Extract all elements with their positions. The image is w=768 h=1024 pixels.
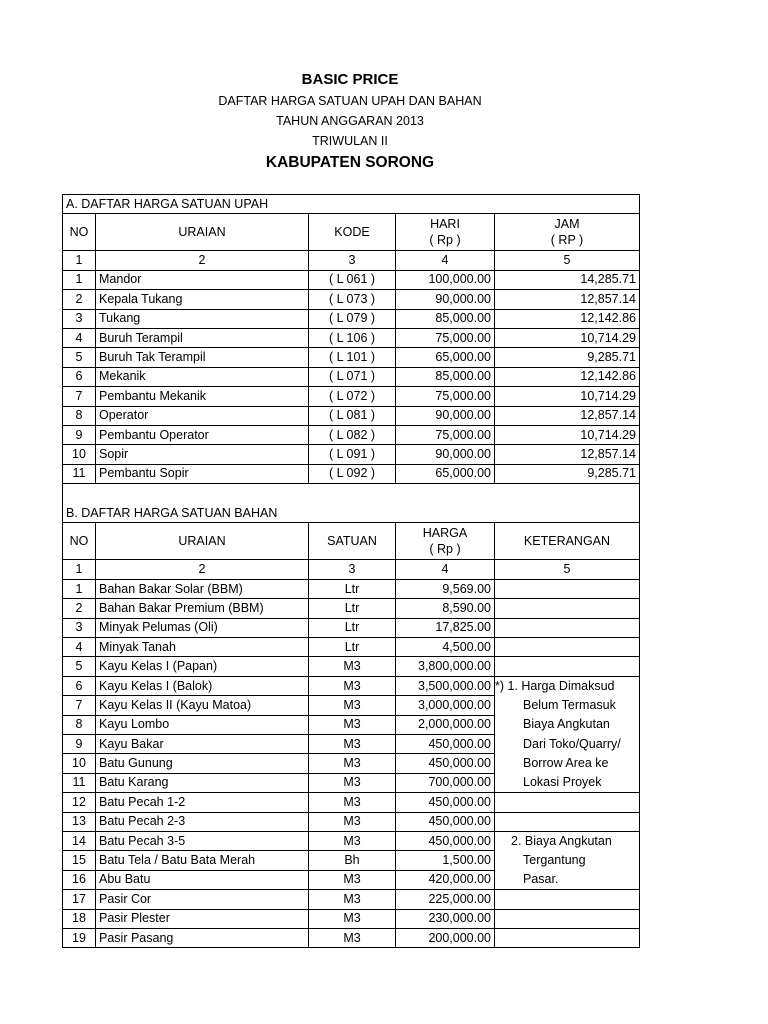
section-a [63, 195, 640, 271]
row-no: 10 [63, 754, 96, 773]
row-no: 2 [63, 599, 96, 618]
row-uraian: Kayu Bakar [96, 734, 309, 753]
row-no: 6 [63, 676, 96, 695]
row-satuan: M3 [309, 754, 396, 773]
table-row [63, 657, 640, 676]
table-row [63, 909, 640, 928]
row-kode: ( L 073 ) [309, 290, 396, 309]
row-no: 7 [63, 387, 96, 406]
row-no: 8 [63, 406, 96, 425]
row-uraian: Mandor [96, 270, 309, 289]
row-jam: 12,857.14 [495, 406, 640, 425]
table-row [63, 773, 640, 792]
table-row [63, 890, 640, 909]
row-uraian: Pembantu Operator [96, 425, 309, 444]
row-no: 7 [63, 696, 96, 715]
section-b-header-row [63, 523, 640, 560]
row-jam: 10,714.29 [495, 328, 640, 347]
quarter: TRIWULAN II [312, 134, 388, 148]
table-row [63, 270, 640, 289]
row-keterangan: Pasar. [495, 870, 640, 889]
table-row [63, 290, 640, 309]
row-kode: ( L 092 ) [309, 464, 396, 483]
table-row [63, 851, 640, 870]
row-no: 15 [63, 851, 96, 870]
colnum: 1 [63, 560, 96, 579]
table-row [63, 812, 640, 831]
row-uraian: Kayu Kelas II (Kayu Matoa) [96, 696, 309, 715]
row-uraian: Mekanik [96, 367, 309, 386]
row-jam: 12,857.14 [495, 290, 640, 309]
row-harga: 450,000.00 [396, 754, 495, 773]
row-uraian: Bahan Bakar Premium (BBM) [96, 599, 309, 618]
row-jam: 10,714.29 [495, 387, 640, 406]
row-hari: 90,000.00 [396, 290, 495, 309]
row-hari: 75,000.00 [396, 328, 495, 347]
header-harga-unit: ( Rp ) [429, 542, 461, 557]
row-kode: ( L 101 ) [309, 348, 396, 367]
row-uraian: Kayu Lombo [96, 715, 309, 734]
header-uraian: URAIAN [96, 523, 309, 560]
header-hari [396, 214, 495, 251]
table-row [63, 309, 640, 328]
table-row [63, 831, 640, 850]
row-no: 2 [63, 290, 96, 309]
row-uraian: Batu Pecah 3-5 [96, 831, 309, 850]
budget-year: TAHUN ANGGARAN 2013 [276, 114, 424, 128]
row-hari: 85,000.00 [396, 309, 495, 328]
header-harga [396, 523, 495, 560]
row-no: 8 [63, 715, 96, 734]
row-harga: 17,825.00 [396, 618, 495, 637]
row-uraian: Pembantu Mekanik [96, 387, 309, 406]
row-harga: 3,800,000.00 [396, 657, 495, 676]
row-harga: 420,000.00 [396, 870, 495, 889]
row-no: 3 [63, 309, 96, 328]
row-kode: ( L 079 ) [309, 309, 396, 328]
section-b-colnum-row [63, 560, 640, 579]
row-jam: 12,142.86 [495, 367, 640, 386]
row-keterangan [495, 890, 640, 909]
row-harga: 1,500.00 [396, 851, 495, 870]
row-keterangan: Biaya Angkutan [495, 715, 640, 734]
row-hari: 65,000.00 [396, 348, 495, 367]
section-a-rows [63, 270, 640, 483]
row-satuan: M3 [309, 928, 396, 947]
table-row [63, 328, 640, 347]
row-no: 3 [63, 618, 96, 637]
section-spacer [63, 484, 640, 505]
row-hari: 90,000.00 [396, 406, 495, 425]
row-no: 17 [63, 890, 96, 909]
row-uraian: Pasir Cor [96, 890, 309, 909]
row-kode: ( L 061 ) [309, 270, 396, 289]
row-no: 5 [63, 657, 96, 676]
row-no: 10 [63, 445, 96, 464]
row-harga: 3,500,000.00 [396, 676, 495, 695]
document-subtitle: DAFTAR HARGA SATUAN UPAH DAN BAHAN [218, 94, 482, 108]
row-hari: 85,000.00 [396, 367, 495, 386]
colnum: 1 [63, 251, 96, 270]
row-keterangan [495, 812, 640, 831]
row-satuan: M3 [309, 676, 396, 695]
row-harga: 200,000.00 [396, 928, 495, 947]
row-jam: 9,285.71 [495, 464, 640, 483]
row-uraian: Tukang [96, 309, 309, 328]
row-satuan: Ltr [309, 599, 396, 618]
row-harga: 450,000.00 [396, 793, 495, 812]
colnum: 2 [96, 251, 309, 270]
row-harga: 3,000,000.00 [396, 696, 495, 715]
row-hari: 100,000.00 [396, 270, 495, 289]
row-no: 6 [63, 367, 96, 386]
header-kode: KODE [309, 214, 396, 251]
colnum: 4 [396, 251, 495, 270]
colnum: 2 [96, 560, 309, 579]
region-title: KABUPATEN SORONG [265, 154, 435, 171]
row-keterangan [495, 579, 640, 598]
row-harga: 230,000.00 [396, 909, 495, 928]
colnum: 5 [495, 251, 640, 270]
table-row [63, 599, 640, 618]
header-hari-label: HARI [430, 217, 460, 232]
header-uraian: URAIAN [96, 214, 309, 251]
row-no: 5 [63, 348, 96, 367]
row-no: 14 [63, 831, 96, 850]
row-satuan: M3 [309, 715, 396, 734]
row-uraian: Batu Pecah 1-2 [96, 793, 309, 812]
row-satuan: Ltr [309, 638, 396, 657]
row-hari: 65,000.00 [396, 464, 495, 483]
row-uraian: Buruh Tak Terampil [96, 348, 309, 367]
table-row [63, 348, 640, 367]
table-row [63, 734, 640, 753]
row-no: 4 [63, 638, 96, 657]
table-row [63, 696, 640, 715]
row-uraian: Abu Batu [96, 870, 309, 889]
row-uraian: Minyak Tanah [96, 638, 309, 657]
row-keterangan: Tergantung [495, 851, 640, 870]
header-keterangan: KETERANGAN [495, 523, 640, 560]
row-uraian: Minyak Pelumas (Oli) [96, 618, 309, 637]
colnum: 3 [309, 251, 396, 270]
row-uraian: Pasir Pasang [96, 928, 309, 947]
table-row [63, 754, 640, 773]
row-harga: 700,000.00 [396, 773, 495, 792]
row-no: 9 [63, 425, 96, 444]
row-satuan: M3 [309, 870, 396, 889]
row-keterangan [495, 657, 640, 676]
colnum: 3 [309, 560, 396, 579]
table-row [63, 715, 640, 734]
row-satuan: M3 [309, 773, 396, 792]
row-keterangan: Lokasi Proyek [495, 773, 640, 792]
row-uraian: Operator [96, 406, 309, 425]
row-keterangan [495, 638, 640, 657]
row-harga: 450,000.00 [396, 734, 495, 753]
row-jam: 12,857.14 [495, 445, 640, 464]
row-no: 9 [63, 734, 96, 753]
row-keterangan [495, 793, 640, 812]
row-kode: ( L 072 ) [309, 387, 396, 406]
section-a-colnum-row [63, 251, 640, 270]
section-a-title: A. DAFTAR HARGA SATUAN UPAH [63, 195, 640, 214]
row-satuan: Bh [309, 851, 396, 870]
row-uraian: Batu Gunung [96, 754, 309, 773]
row-keterangan: Borrow Area ke [495, 754, 640, 773]
table-row [63, 793, 640, 812]
section-b-title: B. DAFTAR HARGA SATUAN BAHAN [63, 504, 640, 523]
row-uraian: Buruh Terampil [96, 328, 309, 347]
colnum: 5 [495, 560, 640, 579]
section-b-rows [63, 579, 640, 947]
row-kode: ( L 071 ) [309, 367, 396, 386]
row-uraian: Kepala Tukang [96, 290, 309, 309]
row-keterangan [495, 909, 640, 928]
row-harga: 450,000.00 [396, 812, 495, 831]
row-no: 1 [63, 579, 96, 598]
document-title: BASIC PRICE [301, 71, 399, 88]
table-row [63, 638, 640, 657]
header-satuan: SATUAN [309, 523, 396, 560]
row-satuan: M3 [309, 793, 396, 812]
table-row [63, 870, 640, 889]
row-no: 1 [63, 270, 96, 289]
row-keterangan [495, 928, 640, 947]
table-row [63, 464, 640, 483]
row-satuan: M3 [309, 696, 396, 715]
table-row [63, 618, 640, 637]
header-jam-unit: ( RP ) [550, 233, 584, 248]
row-uraian: Pasir Plester [96, 909, 309, 928]
row-no: 13 [63, 812, 96, 831]
row-uraian: Sopir [96, 445, 309, 464]
row-keterangan [495, 618, 640, 637]
spacer-row [63, 484, 640, 505]
header-no: NO [63, 523, 96, 560]
row-no: 11 [63, 464, 96, 483]
row-harga: 8,590.00 [396, 599, 495, 618]
table-row [63, 579, 640, 598]
row-uraian: Batu Tela / Batu Bata Merah [96, 851, 309, 870]
row-no: 16 [63, 870, 96, 889]
table-row [63, 367, 640, 386]
row-uraian: Bahan Bakar Solar (BBM) [96, 579, 309, 598]
row-no: 11 [63, 773, 96, 792]
row-no: 12 [63, 793, 96, 812]
row-uraian: Pembantu Sopir [96, 464, 309, 483]
row-kode: ( L 082 ) [309, 425, 396, 444]
row-satuan: M3 [309, 734, 396, 753]
row-satuan: M3 [309, 657, 396, 676]
row-uraian: Batu Pecah 2-3 [96, 812, 309, 831]
price-table [62, 194, 640, 948]
table-row [63, 425, 640, 444]
row-kode: ( L 106 ) [309, 328, 396, 347]
header-jam [495, 214, 640, 251]
row-jam: 12,142.86 [495, 309, 640, 328]
row-keterangan: 2. Biaya Angkutan [495, 831, 640, 850]
section-a-header-row [63, 214, 640, 251]
header-no: NO [63, 214, 96, 251]
table-row [63, 387, 640, 406]
row-no: 19 [63, 928, 96, 947]
row-hari: 75,000.00 [396, 425, 495, 444]
row-hari: 75,000.00 [396, 387, 495, 406]
row-satuan: M3 [309, 890, 396, 909]
row-satuan: Ltr [309, 618, 396, 637]
table-row [63, 928, 640, 947]
header-jam-label: JAM [554, 217, 580, 232]
row-jam: 10,714.29 [495, 425, 640, 444]
row-jam: 14,285.71 [495, 270, 640, 289]
row-jam: 9,285.71 [495, 348, 640, 367]
row-keterangan: Belum Termasuk [495, 696, 640, 715]
row-harga: 225,000.00 [396, 890, 495, 909]
row-keterangan: *) 1. Harga Dimaksud [495, 676, 640, 695]
table-row [63, 445, 640, 464]
row-no: 18 [63, 909, 96, 928]
row-kode: ( L 081 ) [309, 406, 396, 425]
colnum: 4 [396, 560, 495, 579]
row-hari: 90,000.00 [396, 445, 495, 464]
section-b [63, 504, 640, 579]
row-keterangan [495, 599, 640, 618]
header-harga-label: HARGA [422, 526, 468, 541]
row-satuan: M3 [309, 909, 396, 928]
row-keterangan: Dari Toko/Quarry/ [495, 734, 640, 753]
row-satuan: Ltr [309, 579, 396, 598]
row-harga: 450,000.00 [396, 831, 495, 850]
table-row [63, 406, 640, 425]
row-uraian: Kayu Kelas I (Papan) [96, 657, 309, 676]
table-row [63, 676, 640, 695]
row-harga: 2,000,000.00 [396, 715, 495, 734]
row-uraian: Kayu Kelas I (Balok) [96, 676, 309, 695]
row-uraian: Batu Karang [96, 773, 309, 792]
row-kode: ( L 091 ) [309, 445, 396, 464]
row-harga: 4,500.00 [396, 638, 495, 657]
row-satuan: M3 [309, 812, 396, 831]
row-satuan: M3 [309, 831, 396, 850]
row-harga: 9,569.00 [396, 579, 495, 598]
row-no: 4 [63, 328, 96, 347]
header-hari-unit: ( Rp ) [429, 233, 461, 248]
